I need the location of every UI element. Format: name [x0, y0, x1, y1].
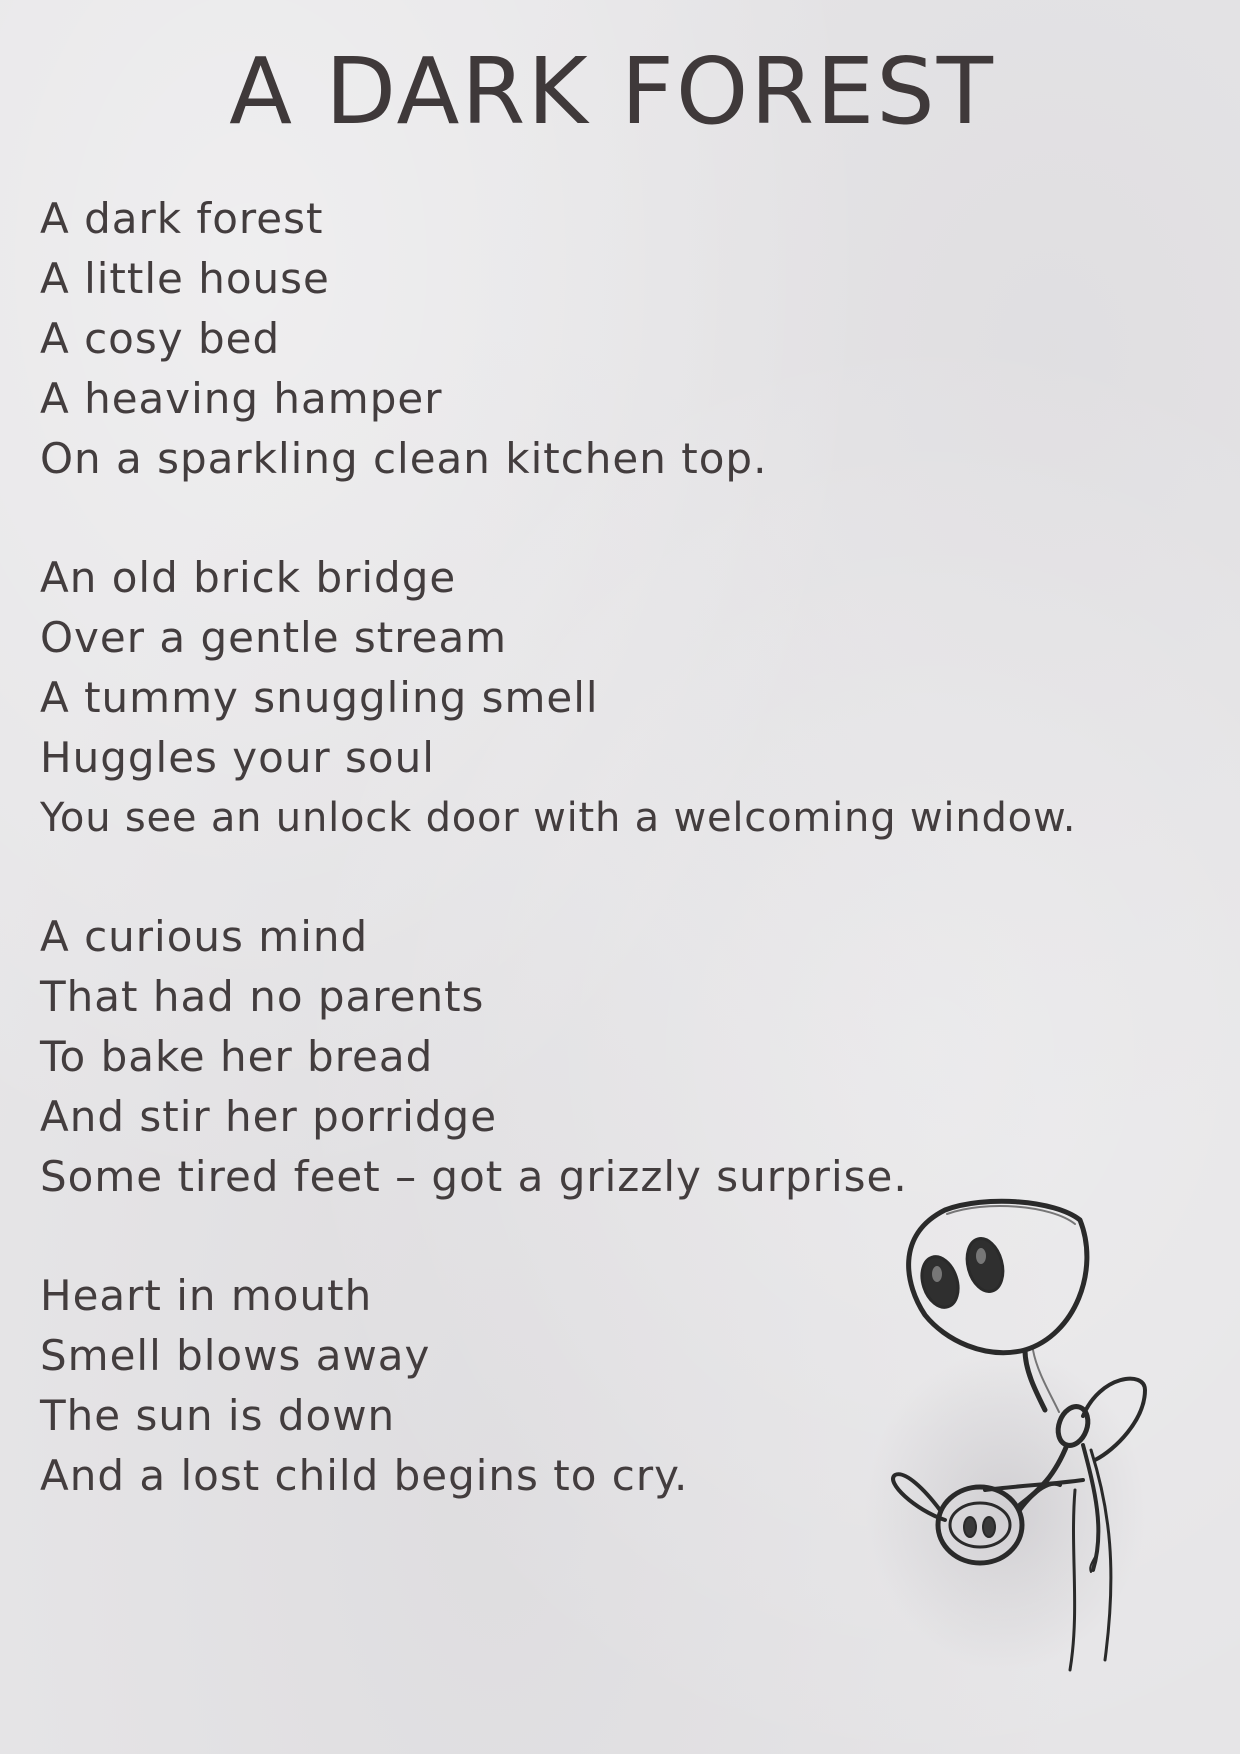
poem-line: A cosy bed: [40, 314, 281, 363]
poem-line: Smell blows away: [40, 1331, 431, 1380]
poem-line: Huggles your soul: [40, 733, 435, 782]
poem-line: Heart in mouth: [40, 1271, 373, 1320]
poem-line: The sun is down: [40, 1391, 396, 1440]
poem-line: An old brick bridge: [40, 553, 457, 602]
poem-line: A heaving hamper: [40, 374, 443, 423]
poem-line: A dark forest: [40, 194, 324, 243]
poem-line: A curious mind: [40, 912, 369, 961]
poem-line: That had no parents: [40, 972, 485, 1021]
sketch-nostril-left: [964, 1517, 976, 1537]
stanza-2: [40, 548, 1230, 848]
poem-title: A DARK FOREST: [229, 38, 995, 145]
stanza-1: [40, 189, 1230, 489]
sketch-shadow: [865, 1350, 1145, 1670]
stanza-3: [40, 907, 1230, 1207]
poem-line: A little house: [40, 254, 330, 303]
poem-line: Over a gentle stream: [40, 613, 508, 662]
pencil-sketch-figure-icon: [855, 1190, 1185, 1690]
poem-line: A tummy snuggling smell: [40, 673, 599, 722]
sketch-left-eye: [916, 1252, 964, 1312]
poem-line: You see an unlock door with a welcoming window.: [40, 795, 1077, 841]
sketch-right-eye: [962, 1235, 1009, 1296]
poem-line: And stir her porridge: [40, 1092, 498, 1141]
poem-line: On a sparkling clean kitchen top.: [40, 434, 768, 483]
poem-line: To bake her bread: [40, 1032, 434, 1081]
poem-line: And a lost child begins to cry.: [40, 1451, 689, 1500]
poem-line: Some tired feet – got a grizzly surprise.: [40, 1152, 908, 1201]
sketch-nostril-right: [983, 1517, 995, 1537]
